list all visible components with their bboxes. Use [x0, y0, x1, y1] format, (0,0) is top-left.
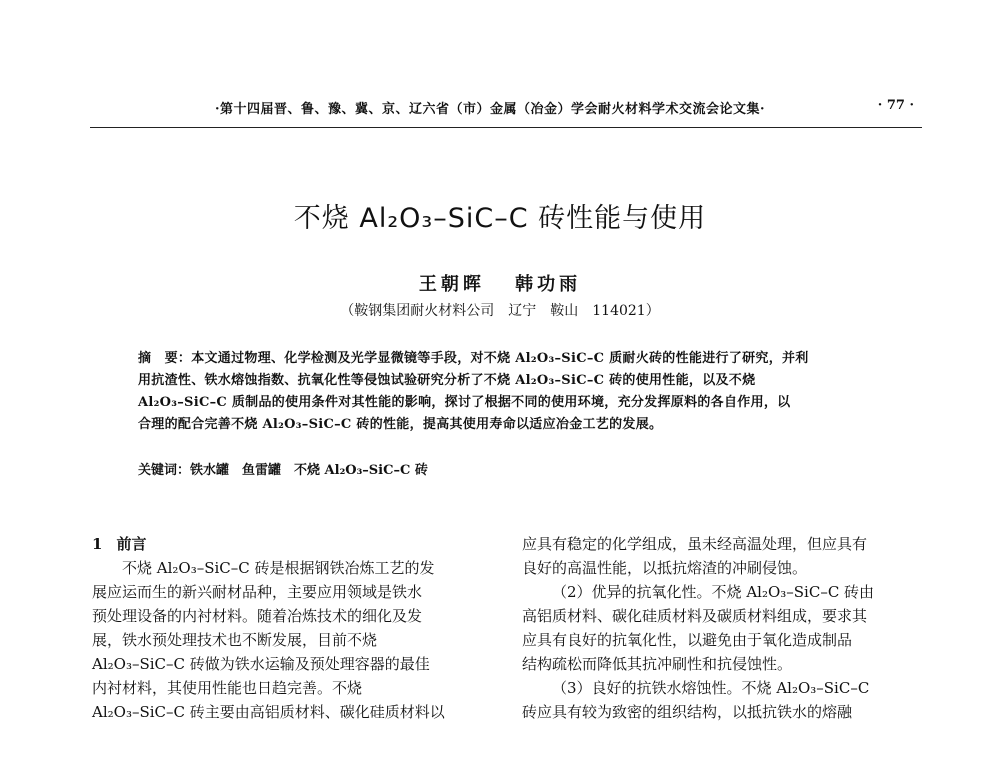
- abstract-line: 本文通过物理、化学检测及光学显微镜等手段，对不烧 Al₂O₃–SiC–C 质耐火砖的性能进行了研究，并利: [191, 351, 809, 366]
- body-line: Al₂O₃–SiC–C 砖做为铁水运输及预处理容器的最佳: [92, 655, 430, 673]
- body-line: 应具有良好的抗氧化性，以避免由于氧化造成制品: [522, 631, 853, 649]
- section-title: 前言: [116, 535, 147, 553]
- author-1: 王朝晖: [418, 274, 485, 295]
- left-column: [92, 532, 490, 724]
- body-line: 砖应具有较为致密的组织结构，以抵抗铁水的熔融: [522, 703, 853, 721]
- affiliation: （鞍钢集团耐火材料公司 辽宁 鞍山 114021）: [340, 303, 660, 319]
- body-line: 展应运而生的新兴耐材品种，主要应用领域是铁水: [92, 583, 423, 601]
- body-line: 结构疏松而降低其抗冲刷性和抗侵蚀性。: [522, 655, 793, 673]
- section-heading: [92, 532, 490, 556]
- body-line: 展，铁水预处理技术也不断发展，目前不烧: [92, 631, 378, 649]
- running-title: ·第十四届晋、鲁、豫、冀、京、辽六省（市）金属（冶金）学会耐火材料学术交流会论文集·: [215, 102, 766, 117]
- body-line: 应具有稳定的化学组成，虽未经高温处理，但应具有: [522, 535, 868, 553]
- body-line: 高铝质材料、碳化硅质材料及碳质材料组成，要求其: [522, 607, 868, 625]
- body-line: 预处理设备的内衬材料。随着冶炼技术的细化及发: [92, 607, 423, 625]
- authors: [0, 270, 1000, 296]
- right-column: [522, 532, 920, 724]
- paper-title: 不烧 Al₂O₃–SiC–C 砖性能与使用: [293, 203, 707, 234]
- keywords: [138, 459, 878, 478]
- running-header: [160, 98, 920, 122]
- abstract: [138, 348, 878, 436]
- abstract-label: 摘 要：: [138, 351, 192, 366]
- body-line: （3）良好的抗铁水熔蚀性。不烧 Al₂O₃–SiC–C: [552, 679, 870, 697]
- abstract-line: Al₂O₃–SiC–C 质制品的使用条件对其性能的影响，探讨了根据不同的使用环境，充分发挥原料的各自作用，以: [138, 395, 791, 410]
- page-number: · 77 ·: [877, 98, 914, 113]
- author-2: 韩功雨: [515, 274, 582, 295]
- section-number: 1: [92, 535, 103, 553]
- keywords-text: 铁水罐 鱼雷罐 不烧 Al₂O₃–SiC–C 砖: [190, 463, 428, 478]
- header-rule: [90, 127, 922, 128]
- body-line: 良好的高温性能，以抵抗熔渣的冲刷侵蚀。: [522, 559, 808, 577]
- body-line: 内衬材料，其使用性能也日趋完善。不烧: [92, 679, 363, 697]
- abstract-line: 用抗渣性、铁水熔蚀指数、抗氧化性等侵蚀试验研究分析了不烧 Al₂O₃–SiC–C 砖的使用性能，以及不烧: [138, 373, 756, 388]
- keywords-label: 关键词：: [138, 463, 191, 478]
- body-line: （2）优异的抗氧化性。不烧 Al₂O₃–SiC–C 砖由: [552, 583, 875, 601]
- abstract-line: 合理的配合完善不烧 Al₂O₃–SiC–C 砖的性能，提高其使用寿命以适应冶金工艺的发展。: [138, 417, 663, 432]
- body-line: Al₂O₃–SiC–C 砖主要由高铝质材料、碳化硅质材料以: [92, 703, 445, 721]
- body-line: 不烧 Al₂O₃–SiC–C 砖是根据钢铁冶炼工艺的发: [122, 559, 435, 577]
